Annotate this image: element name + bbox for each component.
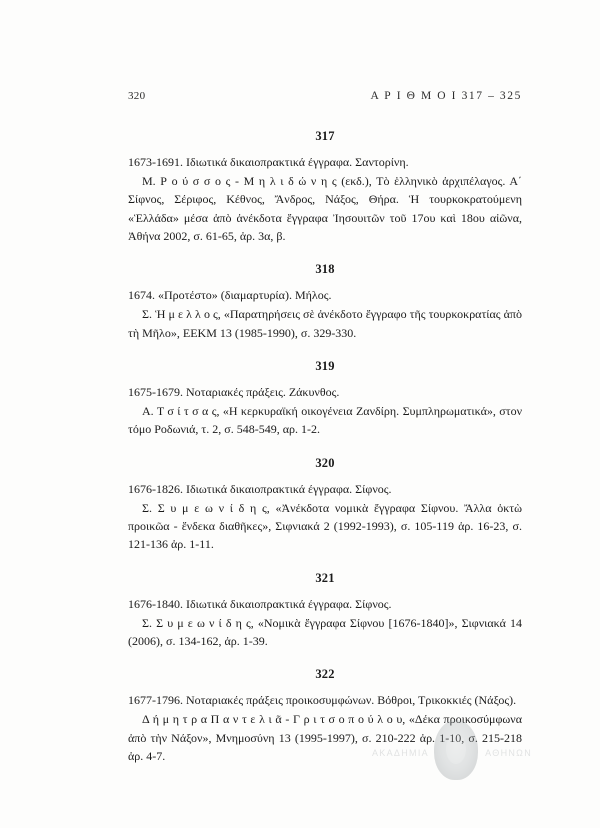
entry-number: 317: [315, 129, 335, 143]
entry-number: 320: [315, 455, 335, 470]
entry-320: [128, 456, 522, 554]
entry-number: 319: [315, 358, 335, 373]
entry-title: 1674. «Προτέστο» (διαμαρτυρία). Μήλος.: [128, 288, 332, 303]
entry-number: 318: [315, 262, 335, 277]
bibliography-entries: [128, 112, 522, 765]
entry-title: 1675-1679. Νοταριακές πράξεις. Ζάκυνθος.: [128, 384, 340, 399]
entry-reference: Δ ή μ η τ ρ α Π α ν τ ε λ ι ᾶ - Γ ρ ι τ σ ο π ο ύ λ ο υ, «Δέκα προικοσύμφωνα ἀπὸ τὴν Νάξον», Μνημοσύνη 13 (1995-1997), σ. 210-222 ἀρ. 1-10, σ. 215-218 ἀρ. 4-7.: [128, 712, 522, 763]
entry-321: [128, 571, 522, 651]
running-head: [128, 90, 522, 102]
running-head-title: Α Ρ Ι Θ Μ Ο Ι 317 – 325: [370, 90, 522, 102]
emblem-left-text: ΑΚΑΔΗΜΙΑ: [372, 748, 429, 758]
academy-emblem: [372, 718, 532, 792]
entry-title: 1677-1796. Νοταριακές πράξεις προικοσυμφώνων. Βόθροι, Τρικοκκιές (Νάξος).: [128, 693, 517, 708]
entry-number: 321: [315, 570, 335, 585]
emblem-right-text: ΑΘΗΝΩΝ: [485, 748, 532, 758]
entry-reference: Μ. Ρ ο ύ σ σ ο ς - Μ η λ ι δ ώ ν η ς (εκδ.), Τὸ ἑλληνικὸ ἀρχιπέλαγος. Α΄ Σίφνος, Σέριφος, Κέθνος, Ἄνδρος, Νάξος, Θήρα. Ἡ τουρκοκρατούμενη «Ἑλλάδα» μέσα ἀπὸ ἀνέκδοτα ἔγγραφα Ἰησουιτῶν τοῦ 17ου καὶ 18ου αἰῶνα, Ἀθήνα 2002, σ. 61-65, ἀρ. 3α, β.: [128, 174, 522, 243]
entry-number: 322: [315, 667, 335, 682]
entry-title: 1676-1826. Ιδιωτικά δικαιοπρακτικά έγγραφα. Σίφνος.: [128, 481, 392, 496]
entry-318: [128, 262, 522, 342]
entry-reference: Σ. Ἡ μ ε λ λ ο ς, «Παρατηρήσεις σὲ ἀνέκδοτο ἔγγραφο τῆς τουρκοκρατίας ἀπὸ τὴ Μῆλο», ΕΕΚΜ 13 (1985-1990), σ. 329-330.: [128, 307, 522, 340]
entry-317: [128, 129, 522, 245]
entry-title: 1673-1691. Ιδιωτικά δικαιοπρακτικά έγγραφα. Σαντορίνη.: [128, 155, 409, 169]
entry-319: [128, 359, 522, 439]
owl-icon: [434, 720, 478, 780]
entry-reference: Α. Τ σ ί τ σ α ς, «Η κερκυραϊκή οικογένεια Ζανδίρη. Συμπληρωματικά», στον τόμο Ροδωνιά, τ. 2, σ. 548-549, αρ. 1-2.: [128, 404, 522, 437]
entry-reference: Σ. Σ υ μ ε ω ν ί δ η ς, «Νομικὰ ἔγγραφα Σίφνου [1676-1840]», Σιφνιακά 14 (2006), σ. 134-162, ἀρ. 1-39.: [128, 615, 522, 648]
entry-title: 1676-1840. Ιδιωτικά δικαιοπρακτικά έγγραφα. Σίφνος.: [128, 596, 392, 611]
page-folio-number: 320: [128, 90, 146, 102]
entry-reference: Σ. Σ υ μ ε ω ν ί δ η ς, «Ἀνέκδοτα νομικὰ ἔγγραφα Σίφνου. Ἄλλα ὀκτὼ προικῶα - ἕνδεκα διαθῆκες», Σιφνιακά 2 (1992-1993), σ. 105-119 ἀρ. 16-23, σ. 121-136 ἀρ. 1-11.: [128, 500, 522, 552]
